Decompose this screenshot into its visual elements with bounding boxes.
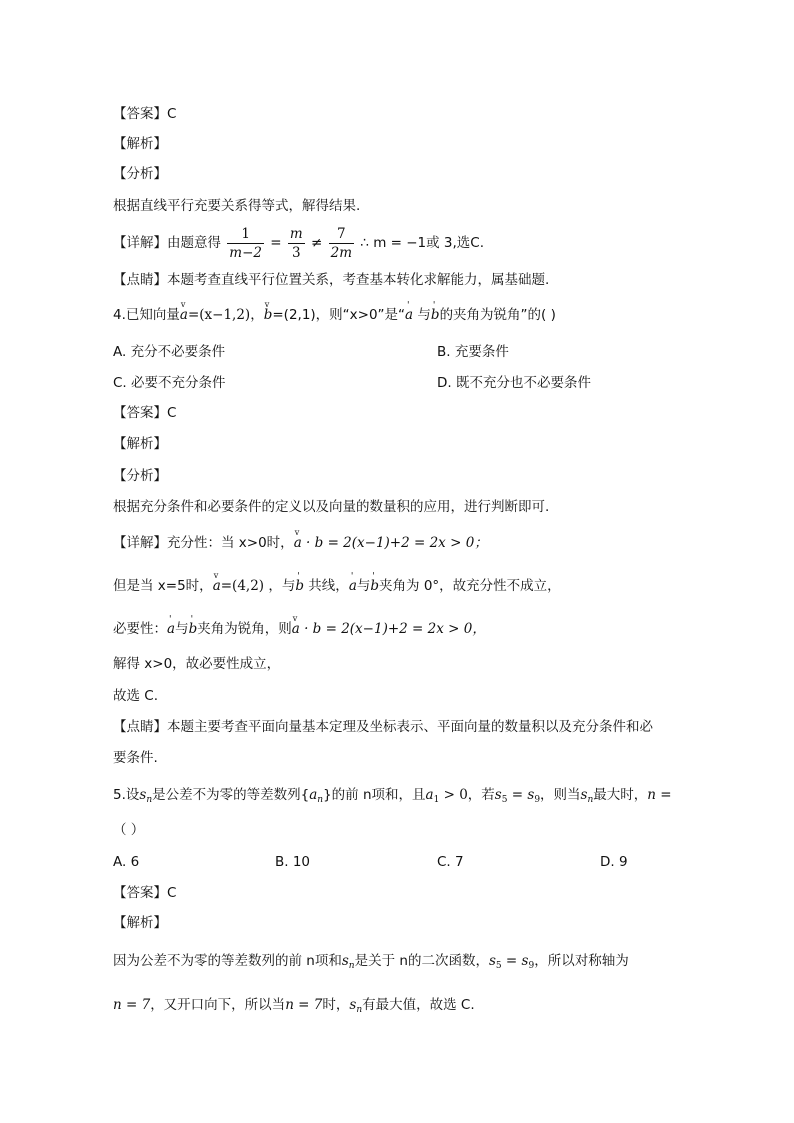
q4-fenxi-label: 【分析】 — [113, 468, 167, 484]
q4-option-b[interactable]: B. 充要条件 — [437, 344, 509, 360]
q4-detail-4: 解得 x>0，故必要性成立， — [113, 656, 281, 672]
question-4: 4.已知向量v a=(x−1,2)，v b=(2,1)，则“x>0”是“' a 与' b的夹角为锐角”的( ) — [113, 305, 556, 325]
q4-analysis-label: 【解析】 — [113, 436, 167, 452]
answer-label: 【答案】C — [113, 106, 177, 122]
q4-option-c[interactable]: C. 必要不充分条件 — [113, 375, 226, 391]
q5-option-b[interactable]: B. 10 — [275, 854, 311, 870]
vector-a: v a — [180, 305, 188, 325]
fraction-2: $\frac{m}{3}$ — [289, 225, 303, 261]
q5-option-c[interactable]: C. 7 — [437, 854, 464, 870]
q4-detail-2: 但是当 x=5时，v a=(4,2) ，与' b 共线，' a与' b夹角为 0°，故充分性不成立， — [113, 576, 561, 596]
fraction-3: $\frac{7}{2m}$ — [330, 225, 353, 261]
detail-line-q3 — [113, 224, 484, 262]
vector-b: v b — [264, 305, 273, 325]
detail-prefix: 【详解】由题意得 — [113, 235, 221, 251]
q5-answer: 【答案】C — [113, 885, 177, 901]
dianjing-q3: 【点睛】本题考查直线平行位置关系，考查基本转化求解能力，属基础题. — [113, 272, 550, 288]
q4-option-d[interactable]: D. 既不充分也不必要条件 — [437, 375, 591, 391]
q5-option-d[interactable]: D. 9 — [600, 854, 628, 870]
q4-answer: 【答案】C — [113, 405, 177, 421]
q4-detail-5: 故选 C. — [113, 688, 159, 704]
q4-fenxi-text: 根据充分条件和必要条件的定义以及向量的数量积的应用，进行判断即可. — [113, 499, 550, 515]
q5-option-a[interactable]: A. 6 — [113, 854, 140, 870]
fenxi-text: 根据直线平行充要关系得等式，解得结果. — [113, 198, 361, 214]
q4-dianjing-2: 要条件. — [113, 750, 158, 766]
q4-dianjing-1: 【点睛】本题主要考查平面向量基本定理及坐标表示、平面向量的数量积以及充分条件和必 — [113, 719, 653, 735]
q4-detail-1: 【详解】充分性：当 x>0时，v a · b = 2(x−1)+2 = 2x > 0； — [113, 533, 488, 553]
q5-explain-2: n = 7，又开口向下，所以当n = 7时，$s_n$有最大值，故选 C. — [113, 997, 475, 1015]
fraction-1: $\frac{1}{m-2}$ — [229, 225, 262, 261]
q4-option-a[interactable]: A. 充分不必要条件 — [113, 344, 226, 360]
detail-suffix: ∴ m = −1或 3,选C. — [360, 235, 485, 251]
q5-explain-1: 因为公差不为零的等差数列的前 n项和$s_n$是关于 n的二次函数，$s_5 = s_9$，所以对称轴为 — [113, 953, 629, 971]
not-equals: ≠ — [311, 235, 323, 251]
equals: = — [270, 235, 282, 251]
fenxi-label: 【分析】 — [113, 166, 167, 182]
question-5: 5.设$s_n$是公差不为零的等差数列$\{a_n\}$的前 n项和，且$a_1 > 0$，若$s_5 = s_9$，则当$s_n$最大时，n = — [113, 787, 672, 805]
q5-analysis-label: 【解析】 — [113, 915, 167, 931]
q4-detail-3: 必要性：' a与' b夹角为锐角，则v a · b = 2(x−1)+2 = 2x > 0， — [113, 619, 486, 639]
analysis-label: 【解析】 — [113, 136, 167, 152]
q5-paren: （ ） — [113, 822, 145, 838]
